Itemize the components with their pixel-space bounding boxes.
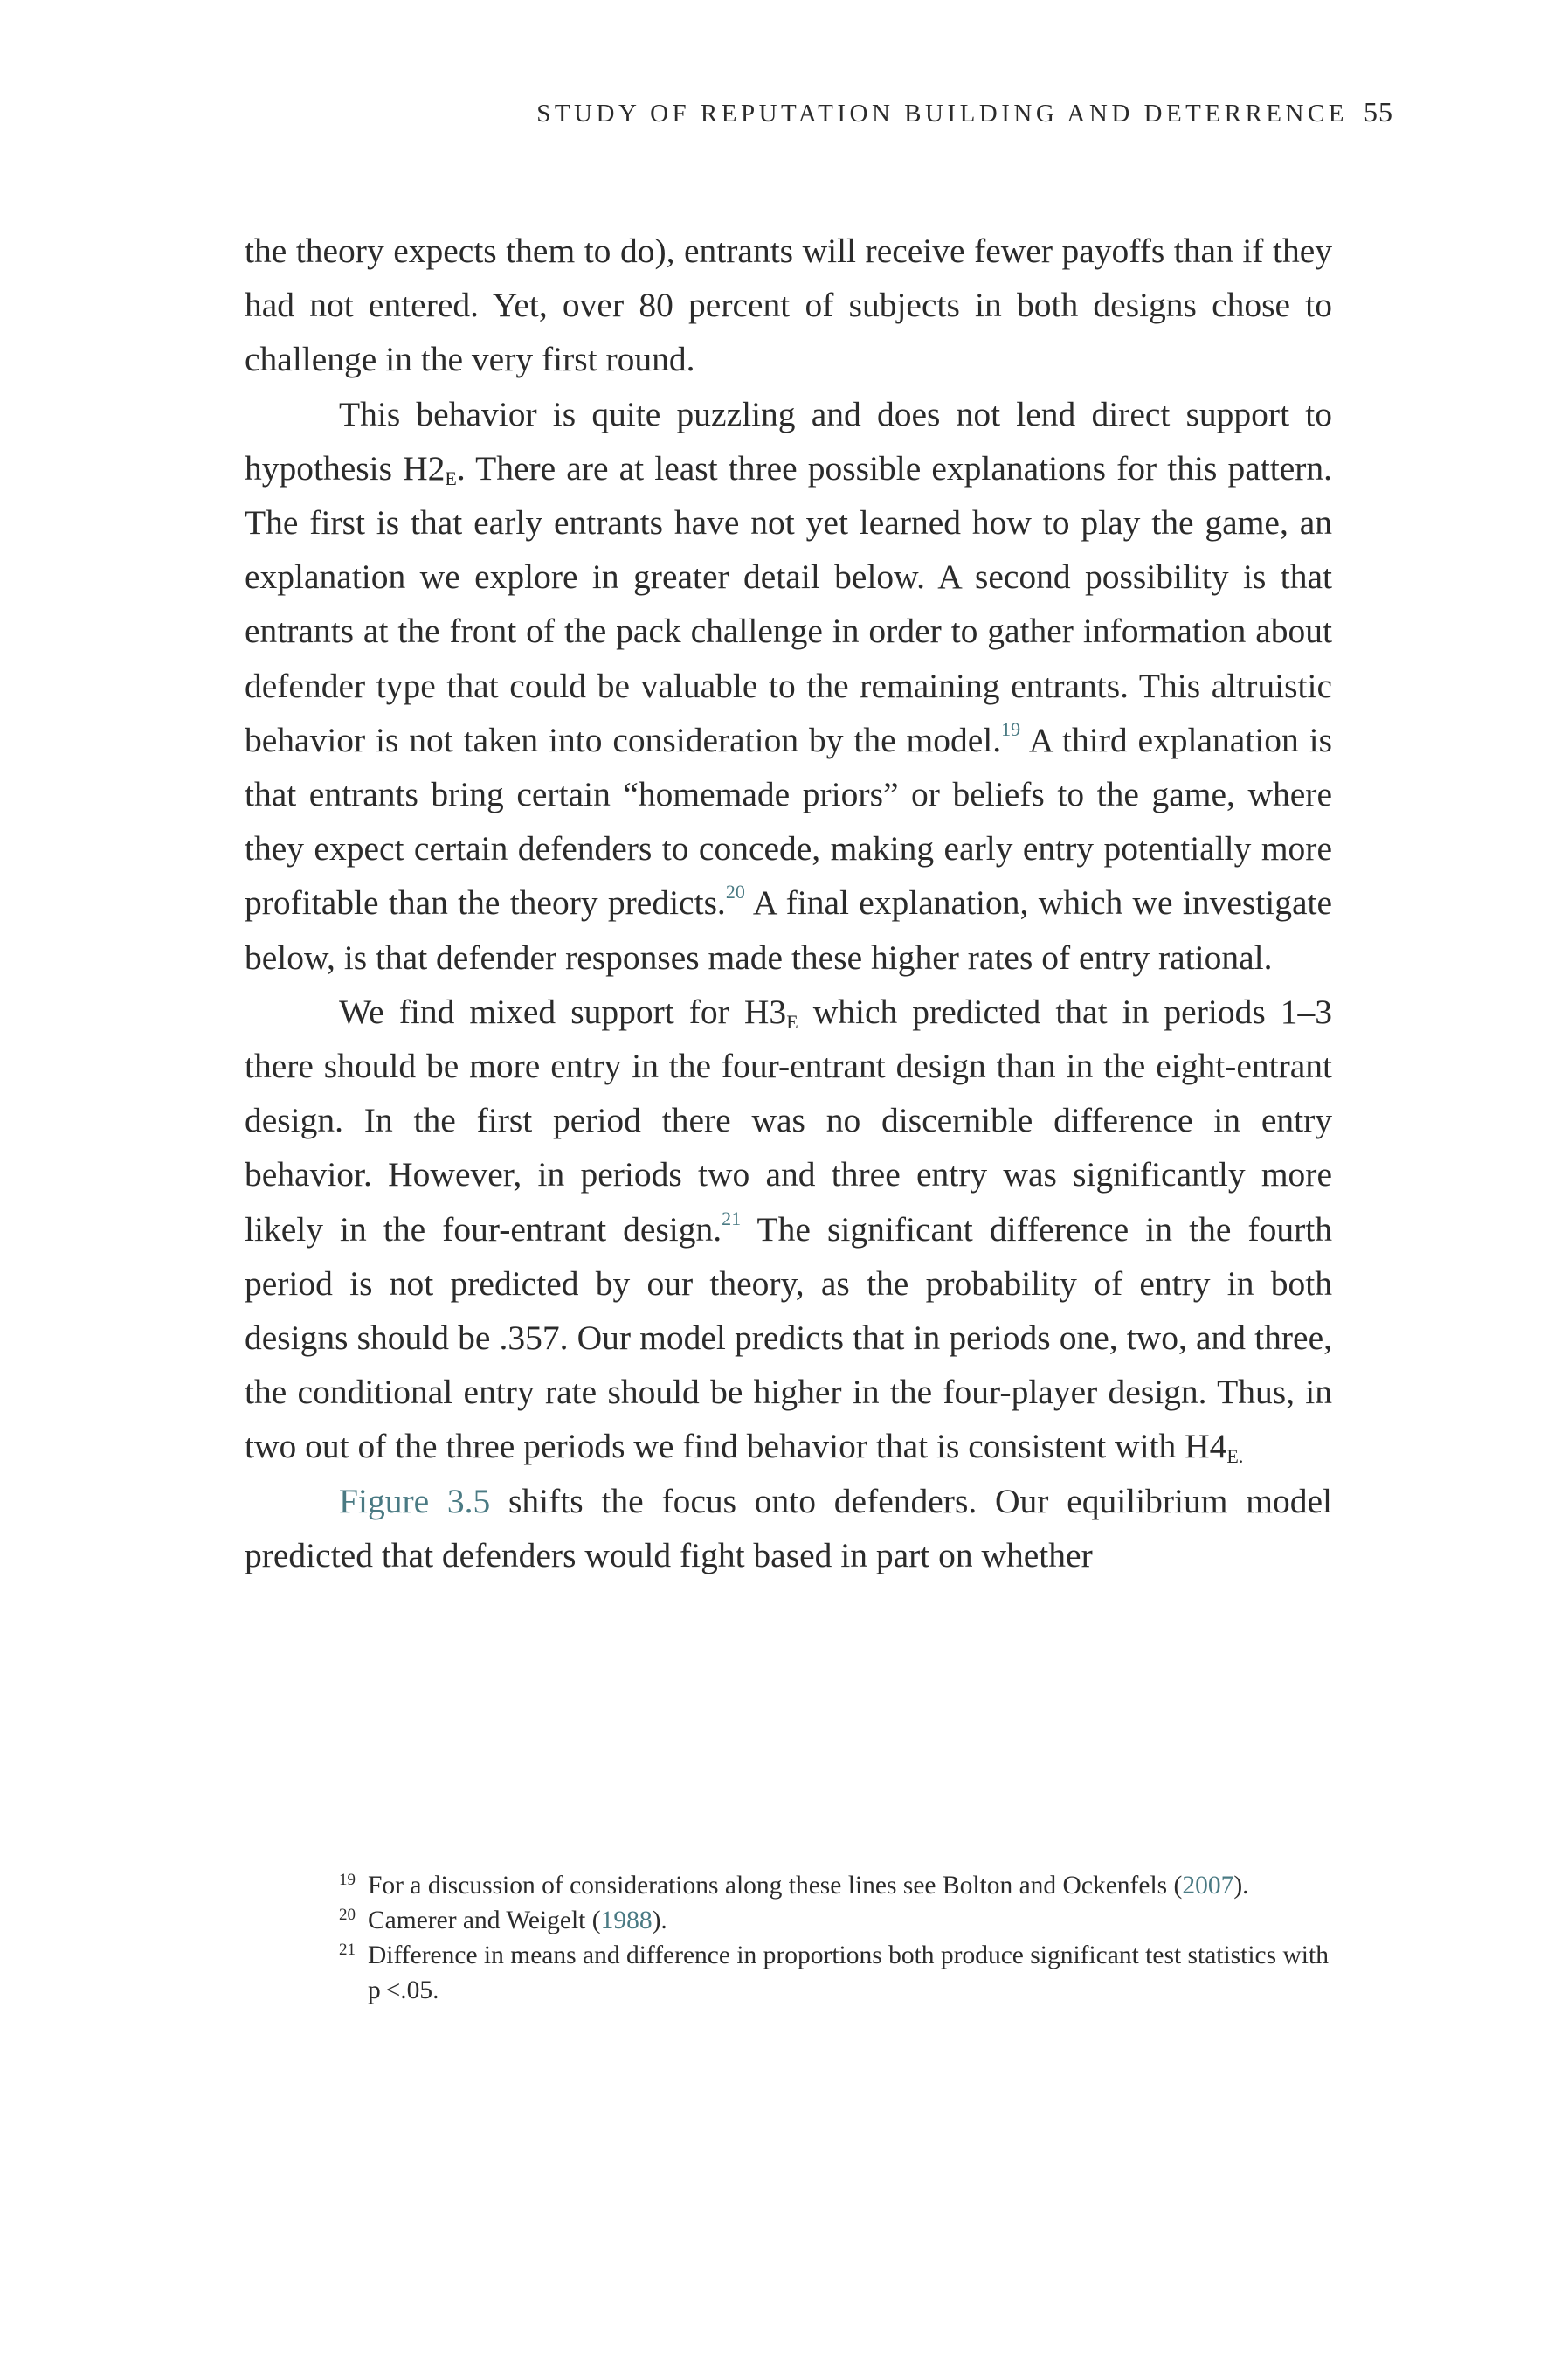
footnote-text-end: ). [1233, 1872, 1249, 1900]
footnote-19 [339, 1868, 1335, 1903]
main-text [245, 224, 1332, 1582]
running-title: STUDY OF REPUTATION BUILDING AND DETERRENCE [536, 100, 1348, 128]
paragraph-4-text: shifts the focus onto defenders. Our equilibrium model predicted that defenders would fight based in part on whether [245, 1481, 1332, 1574]
citation-link[interactable]: 2007 [1182, 1872, 1234, 1900]
paragraph-3-part-b: which predicted that in periods 1–3 there should be more entry in the four-entrant design than in the eight-entrant design. In the first period there was no discernible difference in entry behavior. However, in periods two and three entry was significantly more likely in the four-entrant design. [245, 992, 1333, 1249]
footnote-number: 19 [339, 1871, 356, 1889]
paragraph-1 [245, 224, 1332, 387]
figure-link[interactable]: Figure 3.5 [339, 1481, 491, 1520]
footnote-ref-20[interactable]: 20 [725, 881, 745, 903]
paragraph-4 [245, 1474, 1332, 1582]
footnote-number: 21 [339, 1941, 356, 1959]
footnote-20 [339, 1903, 1335, 1938]
page-number: 55 [1364, 96, 1393, 128]
paragraph-2-part-a: This behavior is quite puzzling and does not lend direct support to hypothesis H2 [245, 394, 1332, 488]
footnote-text: Difference in means and difference in proportions both produce significant test statistics with p <.05. [368, 1941, 1329, 2004]
footnote-21 [339, 1938, 1335, 2008]
footnote-number: 20 [339, 1906, 356, 1924]
paragraph-2-part-b: . There are at least three possible explanations for this pattern. The first is that early entrants have not yet learned how to play the game, an explanation we explore in greater detail below. A second possibility is that entrants at the front of the pack challenge in order to gather information about defender type that could be valuable to the remaining entrants. This altruistic behavior is not taken into consideration by the model. [245, 448, 1332, 759]
footnote-text: Camerer and Weigelt ( [368, 1907, 601, 1934]
paragraph-3-part-c: The significant difference in the fourth period is not predicted by our theory, as the probability of entry in both designs should be .357. Our model predicts that in periods one, two, and three, the conditional entry rate should be higher in the four-player design. Thus, in two out of the three periods we find behavior that is consistent with H4 [245, 1209, 1333, 1466]
footnote-ref-21[interactable]: 21 [722, 1207, 742, 1229]
running-head [245, 96, 1393, 128]
paragraph-3 [245, 985, 1332, 1474]
hypothesis-subscript: E [786, 1010, 798, 1033]
footnote-text: For a discussion of considerations along these lines see Bolton and Ockenfels ( [368, 1872, 1183, 1900]
footnote-text-end: ). [652, 1907, 667, 1934]
hypothesis-subscript: E [445, 467, 457, 489]
citation-link[interactable]: 1988 [600, 1907, 653, 1934]
footnotes [339, 1868, 1335, 2008]
hypothesis-subscript: E. [1226, 1445, 1244, 1468]
footnote-ref-19[interactable]: 19 [1001, 717, 1021, 740]
paragraph-2-part-d: A final explanation, which we investigate below, is that defender responses made these higher rates of entry rational. [245, 883, 1332, 977]
paragraph-1-text: the theory expects them to do), entrants will receive fewer payoffs than if they had not entered. Yet, over 80 percent of subjects in both designs chose to challenge in the very first round. [245, 232, 1332, 379]
paragraph-2 [245, 387, 1332, 985]
paragraph-3-part-a: We find mixed support for H3 [339, 992, 787, 1031]
paragraph-2-part-c: A third explanation is that entrants bring certain “homemade priors” or beliefs to the game, where they expect certain defenders to concede, making early entry potentially more profitable than the theory predicts. [245, 720, 1332, 923]
